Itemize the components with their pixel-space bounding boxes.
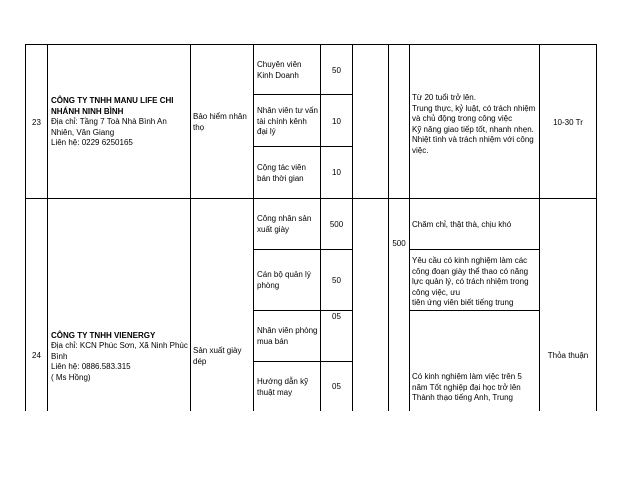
- salary: 10-30 Tr: [553, 118, 583, 127]
- column-divider: [253, 44, 254, 411]
- position-quantity: 10: [332, 168, 341, 177]
- position-title: Nhân viên phòng mua bán: [257, 326, 318, 346]
- position-divider: [253, 249, 352, 250]
- position-quantity: 05: [332, 382, 341, 391]
- column-divider: [47, 44, 48, 411]
- business-field: Sản xuất giày dép: [193, 346, 242, 366]
- requirement-divider: [409, 310, 539, 311]
- company-details: Địa chỉ: KCN Phúc Sơn, Xã Ninh Phúc Bình Liên hệ: 0886.583.315 ( Ms Hồng): [51, 341, 188, 382]
- position-title: Công nhân sản xuất giày: [257, 214, 312, 234]
- position-quantity: 500: [329, 220, 344, 229]
- position-title: Chuyên viên Kinh Doanh: [257, 60, 302, 80]
- row-divider: [25, 198, 597, 199]
- position-title: Cán bộ quản lý phòng: [257, 270, 311, 290]
- requirement-divider: [409, 249, 539, 250]
- requirement-text: Từ 20 tuổi trở lên. Trung thực, kỷ luật, có trách nhiệm và chủ động trong công việc Kỹ năng giao tiếp tốt, nhanh nhẹn. Nhiệt tình và trách nhiệm với công việc.: [412, 93, 536, 155]
- table-border-right: [596, 44, 597, 411]
- total-quantity: 500: [392, 239, 406, 248]
- position-quantity: 10: [332, 117, 341, 126]
- table-border-top: [25, 44, 597, 45]
- position-divider: [253, 94, 352, 95]
- business-field: Bảo hiểm nhân thọ: [193, 112, 247, 132]
- row-number: 24: [32, 351, 41, 360]
- salary: Thỏa thuận: [547, 351, 589, 360]
- position-title: Nhân viên tư vấn tài chính kênh đại lý: [257, 106, 318, 136]
- position-divider: [253, 361, 352, 362]
- position-quantity: 50: [332, 66, 341, 75]
- position-title: Cộng tác viên bán thời gian: [257, 163, 306, 183]
- position-quantity: 05: [332, 312, 341, 321]
- column-divider: [409, 44, 410, 411]
- company-name: CÔNG TY TNHH VIENERGY: [51, 331, 156, 340]
- position-divider: [253, 310, 352, 311]
- company-details: Địa chỉ: Tầng 7 Toà Nhà Bình An Nhiên, Vân Giang Liên hệ: 0229 6250165: [51, 117, 167, 147]
- column-divider: [190, 44, 191, 411]
- requirement-text: Chăm chỉ, thật thà, chịu khó: [412, 220, 512, 229]
- requirement-text: Có kinh nghiệm làm việc trên 5 năm Tốt nghiệp đại học trở lên Thành thạo tiếng Anh, Trung: [412, 372, 522, 402]
- position-quantity: 50: [332, 276, 341, 285]
- column-divider: [388, 44, 389, 411]
- company-name: CÔNG TY TNHH MANU LIFE CHI NHÁNH NINH BÌNH: [51, 96, 174, 116]
- position-divider: [253, 146, 352, 147]
- requirement-text: Yêu cầu có kinh nghiệm làm các công đoạn giày thể thao có năng lực quản lý, có trách nhiệm trong công việc, ưu tiên ứng viên biết tiếng trung: [412, 256, 529, 307]
- row-number: 23: [32, 118, 41, 127]
- column-divider: [352, 44, 353, 411]
- position-title: Hướng dẫn kỹ thuật may: [257, 377, 309, 397]
